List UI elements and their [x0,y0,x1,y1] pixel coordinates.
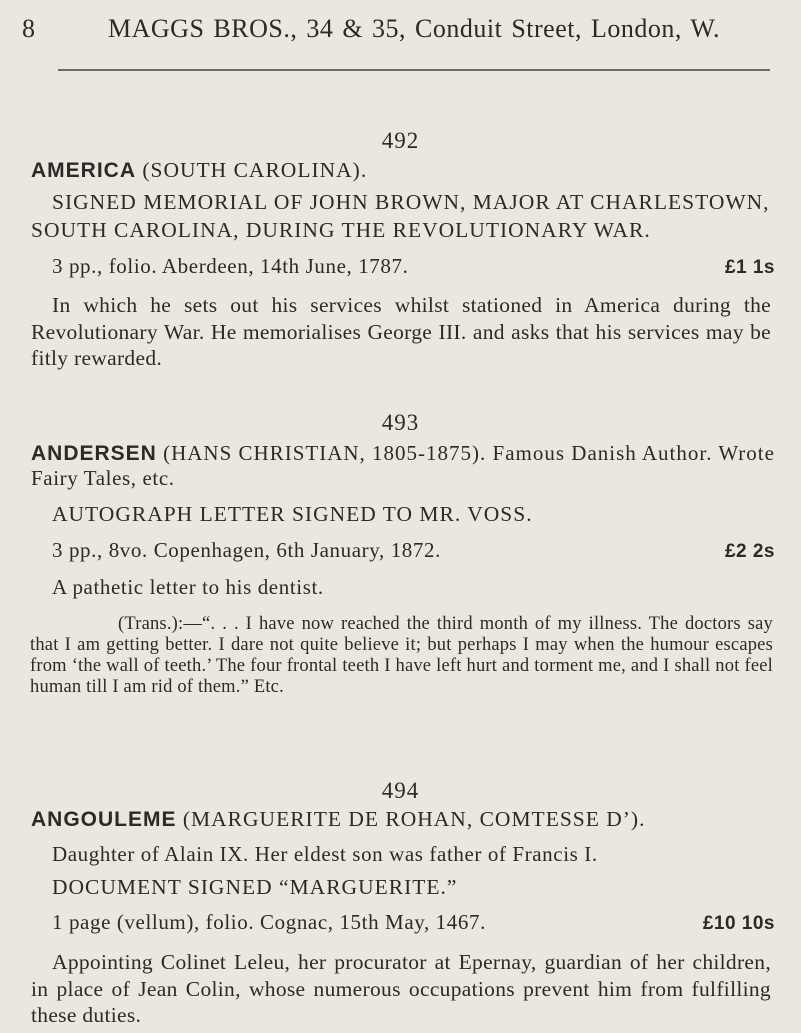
doc-title-line: SIGNED MEMORIAL OF JOHN BROWN, MAJOR AT CHARLESTOWN, [52,190,770,214]
lot-description: 3 pp., 8vo. Copenhagen, 6th January, 1872. [52,538,441,562]
lot-description: 3 pp., folio. Aberdeen, 14th June, 1787. [52,254,409,278]
lot-subheading: Daughter of Alain IX. Her eldest son was father of Francis I. [52,842,598,866]
page-number: 8 [22,14,36,43]
page-header [0,14,801,64]
lot-body: Appointing Colinet Leleu, her procurator at Epernay, guardian of her children, in place of Jean Colin, whose numerous occupations prevent him from fulfilling these duties. [31,950,771,1027]
lot-heading [31,440,775,466]
lot-heading-continued: Fairy Tales, etc. [31,466,175,490]
lot-number: 494 [381,778,420,803]
lot-number: 492 [381,128,420,153]
lot-body: A pathetic letter to his dentist. [52,575,324,599]
doc-title-line: SOUTH CAROLINA, DURING THE REVOLUTIONARY WAR. [31,218,651,242]
lot-heading-detail: (SOUTH CAROLINA). [136,158,368,182]
lot-heading [31,157,367,183]
lot-body: In which he sets out his services whilst stationed in America during the Revolutionary War. He memorialises George III. and asks that his services may be fitly rewarded. [31,293,771,370]
lot-heading-detail: (HANS CHRISTIAN, 1805-1875). Famous Danish Author. Wrote [156,441,775,465]
lot-description: 1 page (vellum), folio. Cognac, 15th May, 1467. [52,910,486,934]
header-title: MAGGS BROS., 34 & 35, Conduit Street, London, W. [108,14,721,43]
doc-title-line: AUTOGRAPH LETTER SIGNED TO MR. VOSS. [52,502,533,526]
lot-price: £10 10s [702,913,775,934]
lot-heading-name: ANDERSEN [31,442,157,465]
header-rule [58,69,770,71]
lot-quote: (Trans.):—“. . . I have now reached the third month of my illness. The doctors say that I am getting better. I dare not quite believe it; but perhaps I may when the humour escapes from ‘the wall of teeth.’ The four frontal teeth I have left hurt and torment me, and I shall not feel human till I am rid of them.” Etc. [30,614,773,697]
doc-title-line: DOCUMENT SIGNED “MARGUERITE.” [52,875,458,899]
lot-price: £2 2s [724,541,775,562]
lot-price: £1 1s [724,257,775,278]
lot-heading-name: AMERICA [31,159,136,182]
lot-heading-detail: (MARGUERITE DE ROHAN, COMTESSE D’). [176,807,646,831]
lot-heading-name: ANGOULEME [31,808,177,831]
lot-number: 493 [381,410,420,435]
lot-heading [31,806,645,832]
